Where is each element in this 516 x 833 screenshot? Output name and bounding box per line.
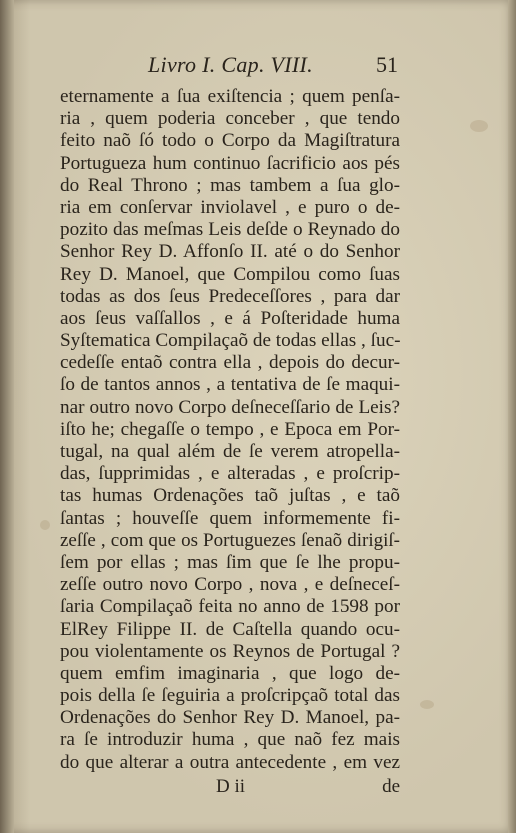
- text-line: do Real Throno ; mas tambem a ſua glo-: [60, 174, 400, 196]
- text-line: ſo de tantos annos , a tentativa de ſe maqui-: [60, 374, 400, 396]
- text-line: ria em conſervar inviolavel , e puro o de-: [60, 196, 400, 218]
- text-line: Senhor Rey D. Affonſo II. até o do Senhor: [60, 241, 400, 263]
- page-edge: [508, 0, 516, 833]
- text-line: tas humas Ordenações taõ juſtas , e taõ: [60, 485, 400, 507]
- text-line: zeſſe , com que os Portuguezes ſenaõ dirigiſ-: [60, 529, 400, 551]
- text-line: quem emfim imaginaria , que logo de-: [60, 662, 400, 684]
- body-text: [60, 86, 400, 774]
- book-spine-shadow: [0, 0, 14, 833]
- text-line: Portugueza hum continuo ſacrificio aos pés: [60, 152, 400, 174]
- text-line: aos ſeus vaſſallos , e á Poſteridade huma: [60, 307, 400, 329]
- text-line: ſaria Compilaçaõ feita no anno de 1598 por: [60, 596, 400, 618]
- text-line: iſto he; chegaſſe o tempo , e Epoca em Por-: [60, 418, 400, 440]
- text-line: eternamente a ſua exiſtencia ; quem penſa-: [60, 86, 400, 107]
- text-line: pozito das meſmas Leis deſde o Reynado do: [60, 219, 400, 241]
- text-line: Rey D. Manoel, que Compilou como ſuas: [60, 263, 400, 285]
- text-line: ſantas ; houveſſe quem informemente fi-: [60, 507, 400, 529]
- text-line: ria , quem poderia conceber , que tendo: [60, 108, 400, 130]
- text-line: pois della ſe ſeguiria a proſcripçaõ total das: [60, 685, 400, 707]
- text-line: ElRey Filippe II. de Caſtella quando ocu-: [60, 618, 400, 640]
- paper-stain: [420, 700, 434, 709]
- page-header: [148, 52, 408, 84]
- paper-stain: [470, 120, 488, 132]
- text-line: das, ſupprimidas , e alteradas , e proſcrip-: [60, 463, 400, 485]
- text-line: pou violentamente os Reynos de Portugal ?: [60, 640, 400, 662]
- page-footer: [60, 776, 400, 800]
- text-line: ſem por ellas ; mas ſim que ſe lhe propu-: [60, 551, 400, 573]
- text-line: feito naõ ſó todo o Corpo da Magiſtratura: [60, 130, 400, 152]
- text-line: todas as dos ſeus Predeceſſores , para dar: [60, 285, 400, 307]
- page-number: 51: [376, 52, 398, 77]
- running-head: Livro I. Cap. VIII.: [148, 52, 313, 77]
- text-line: cedeſſe entaõ contra ella , depois do decur-: [60, 352, 400, 374]
- text-line: Ordenações do Senhor Rey D. Manoel, pa-: [60, 707, 400, 729]
- text-line: tugal, na qual além de ſe verem atropella-: [60, 441, 400, 462]
- text-line: zeſſe outro novo Corpo , nova , e deſneceſ-: [60, 574, 400, 596]
- text-line: Syſtematica Compilaçaõ de todas ellas , ſuc-: [60, 330, 401, 352]
- text-line: nar outro novo Corpo deſneceſſario de Leis?: [60, 396, 400, 418]
- text-line: ra ſe introduzir huma , que naõ fez mais: [60, 729, 400, 751]
- text-line: do que alterar a outra antecedente , em vez: [60, 751, 400, 773]
- paper-stain: [40, 520, 50, 530]
- signature-mark: D ii: [216, 776, 246, 797]
- catchword: de: [382, 776, 400, 797]
